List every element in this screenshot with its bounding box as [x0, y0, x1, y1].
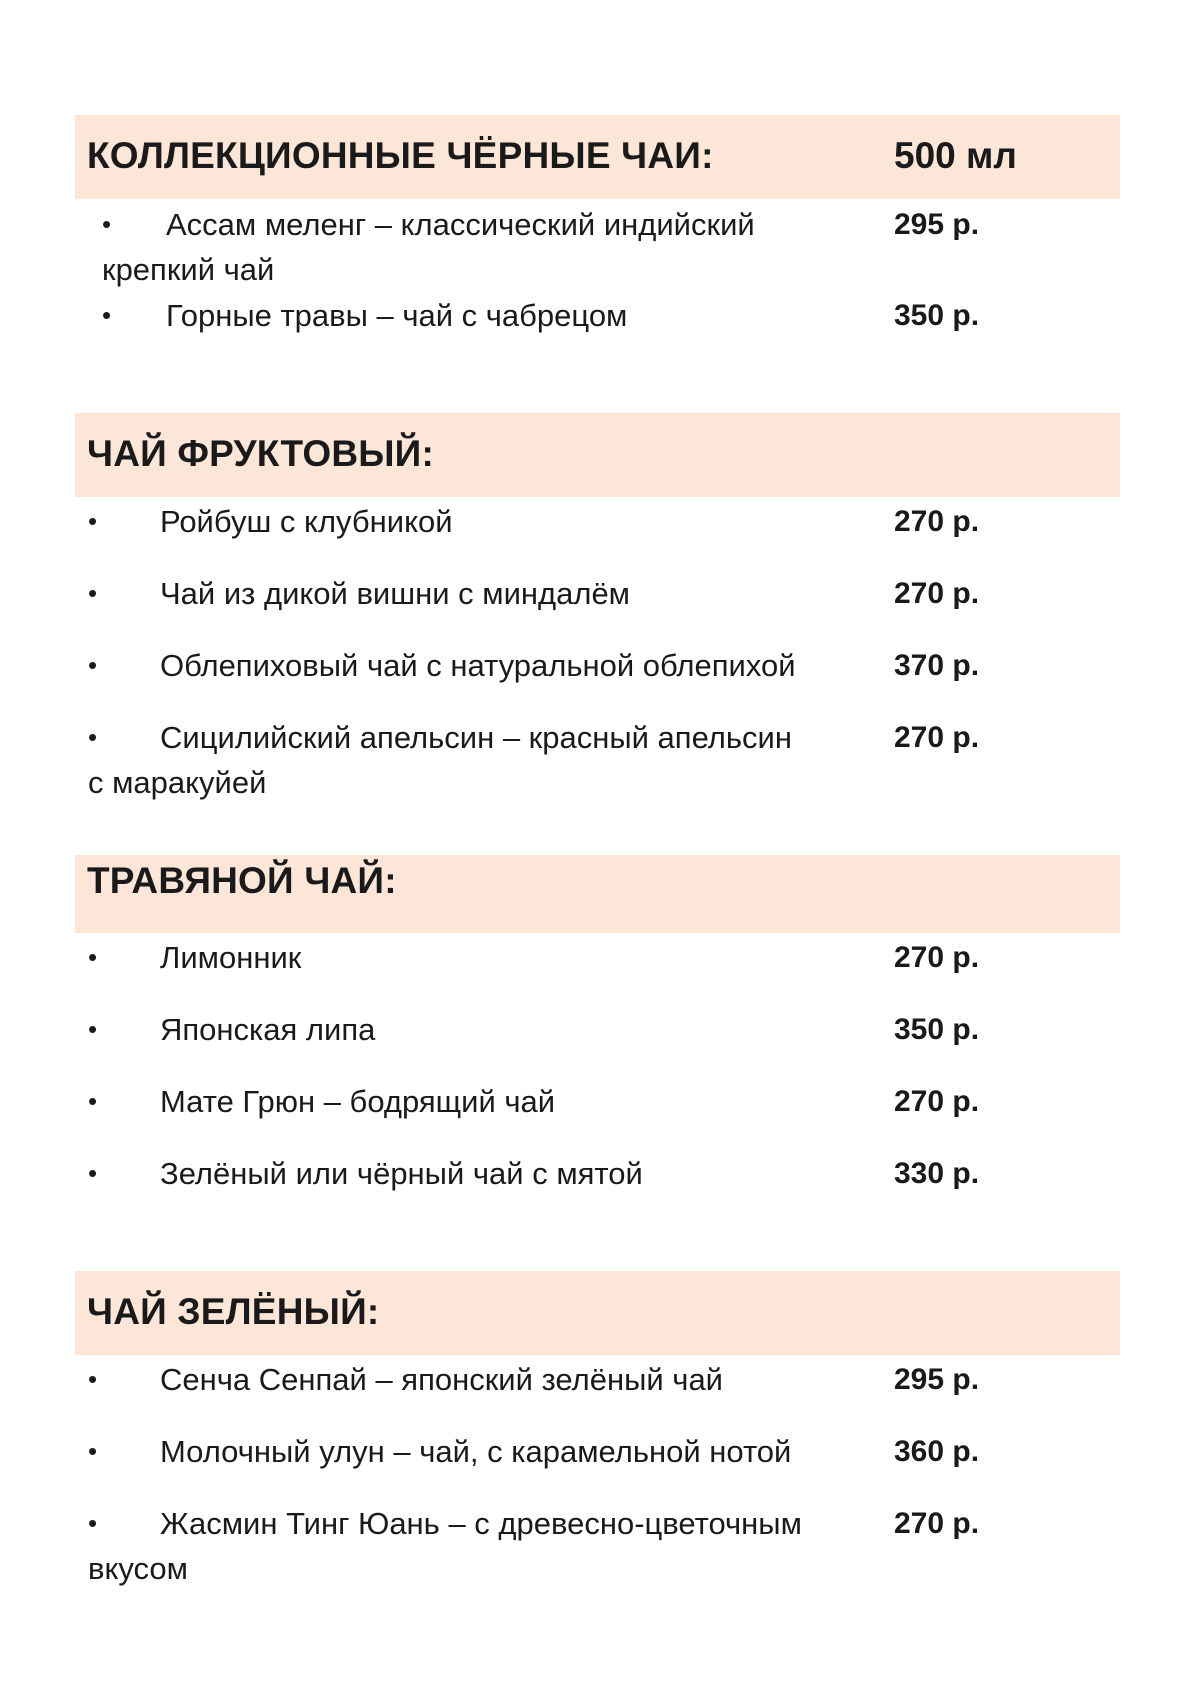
bullet-icon: •: [88, 1436, 98, 1466]
item-name: Зелёный или чёрный чай с мятой: [160, 1156, 643, 1191]
section-header-black-tea: [75, 115, 1120, 199]
item-price: 295 р.: [894, 208, 980, 241]
item-price: 370 р.: [894, 649, 980, 682]
bullet-icon: •: [88, 1508, 98, 1538]
item-price: 360 р.: [894, 1435, 980, 1468]
bullet-icon: •: [88, 722, 98, 752]
item-name: Жасмин Тинг Юань – с древесно-цветочным: [160, 1506, 802, 1541]
item-name: Лимонник: [160, 940, 302, 975]
section-title: ЧАЙ ЗЕЛЁНЫЙ:: [87, 1291, 380, 1332]
item-price: 270 р.: [894, 1507, 980, 1540]
bullet-icon: •: [102, 300, 112, 330]
item-name: Чай из дикой вишни с миндалём: [160, 576, 630, 611]
item-price: 270 р.: [894, 1085, 980, 1118]
volume-column-header: 500 мл: [894, 135, 1017, 176]
bullet-icon: •: [102, 209, 112, 239]
item-name: Сицилийский апельсин – красный апельсин: [160, 720, 792, 755]
section-title: ТРАВЯНОЙ ЧАЙ:: [87, 860, 397, 901]
item-price: 330 р.: [894, 1157, 980, 1190]
bullet-icon: •: [88, 1158, 98, 1188]
item-name: Мате Грюн – бодрящий чай: [160, 1084, 556, 1119]
item-name: Сенча Сенпай – японский зелёный чай: [160, 1362, 723, 1397]
item-name: Молочный улун – чай, с карамельной нотой: [160, 1434, 792, 1469]
item-name: Горные травы – чай с чабрецом: [166, 298, 628, 333]
bullet-icon: •: [88, 1364, 98, 1394]
item-name-continuation: вкусом: [88, 1551, 188, 1586]
section-title: ЧАЙ ФРУКТОВЫЙ:: [87, 433, 435, 474]
item-price: 270 р.: [894, 577, 980, 610]
item-name-continuation: с маракуйей: [88, 765, 267, 800]
item-name-continuation: крепкий чай: [102, 252, 275, 287]
section-title: КОЛЛЕКЦИОННЫЕ ЧЁРНЫЕ ЧАИ:: [87, 135, 714, 176]
item-price: 270 р.: [894, 721, 980, 754]
item-price: 350 р.: [894, 1013, 980, 1046]
item-name: Облепиховый чай с натуральной облепихой: [160, 648, 796, 683]
section-header-fruit-tea: [75, 413, 1120, 497]
bullet-icon: •: [88, 650, 98, 680]
item-name: Ассам меленг – классический индийский: [166, 207, 755, 242]
item-name: Японская липа: [160, 1012, 376, 1047]
section-header-green-tea: [75, 1271, 1120, 1355]
bullet-icon: •: [88, 1014, 98, 1044]
section-header-herbal-tea: [75, 855, 1120, 933]
item-price: 295 р.: [894, 1363, 980, 1396]
bullet-icon: •: [88, 1086, 98, 1116]
item-name: Ройбуш с клубникой: [160, 504, 453, 539]
bullet-icon: •: [88, 578, 98, 608]
bullet-icon: •: [88, 942, 98, 972]
bullet-icon: •: [88, 506, 98, 536]
item-price: 270 р.: [894, 505, 980, 538]
item-price: 350 р.: [894, 299, 980, 332]
item-price: 270 р.: [894, 941, 980, 974]
